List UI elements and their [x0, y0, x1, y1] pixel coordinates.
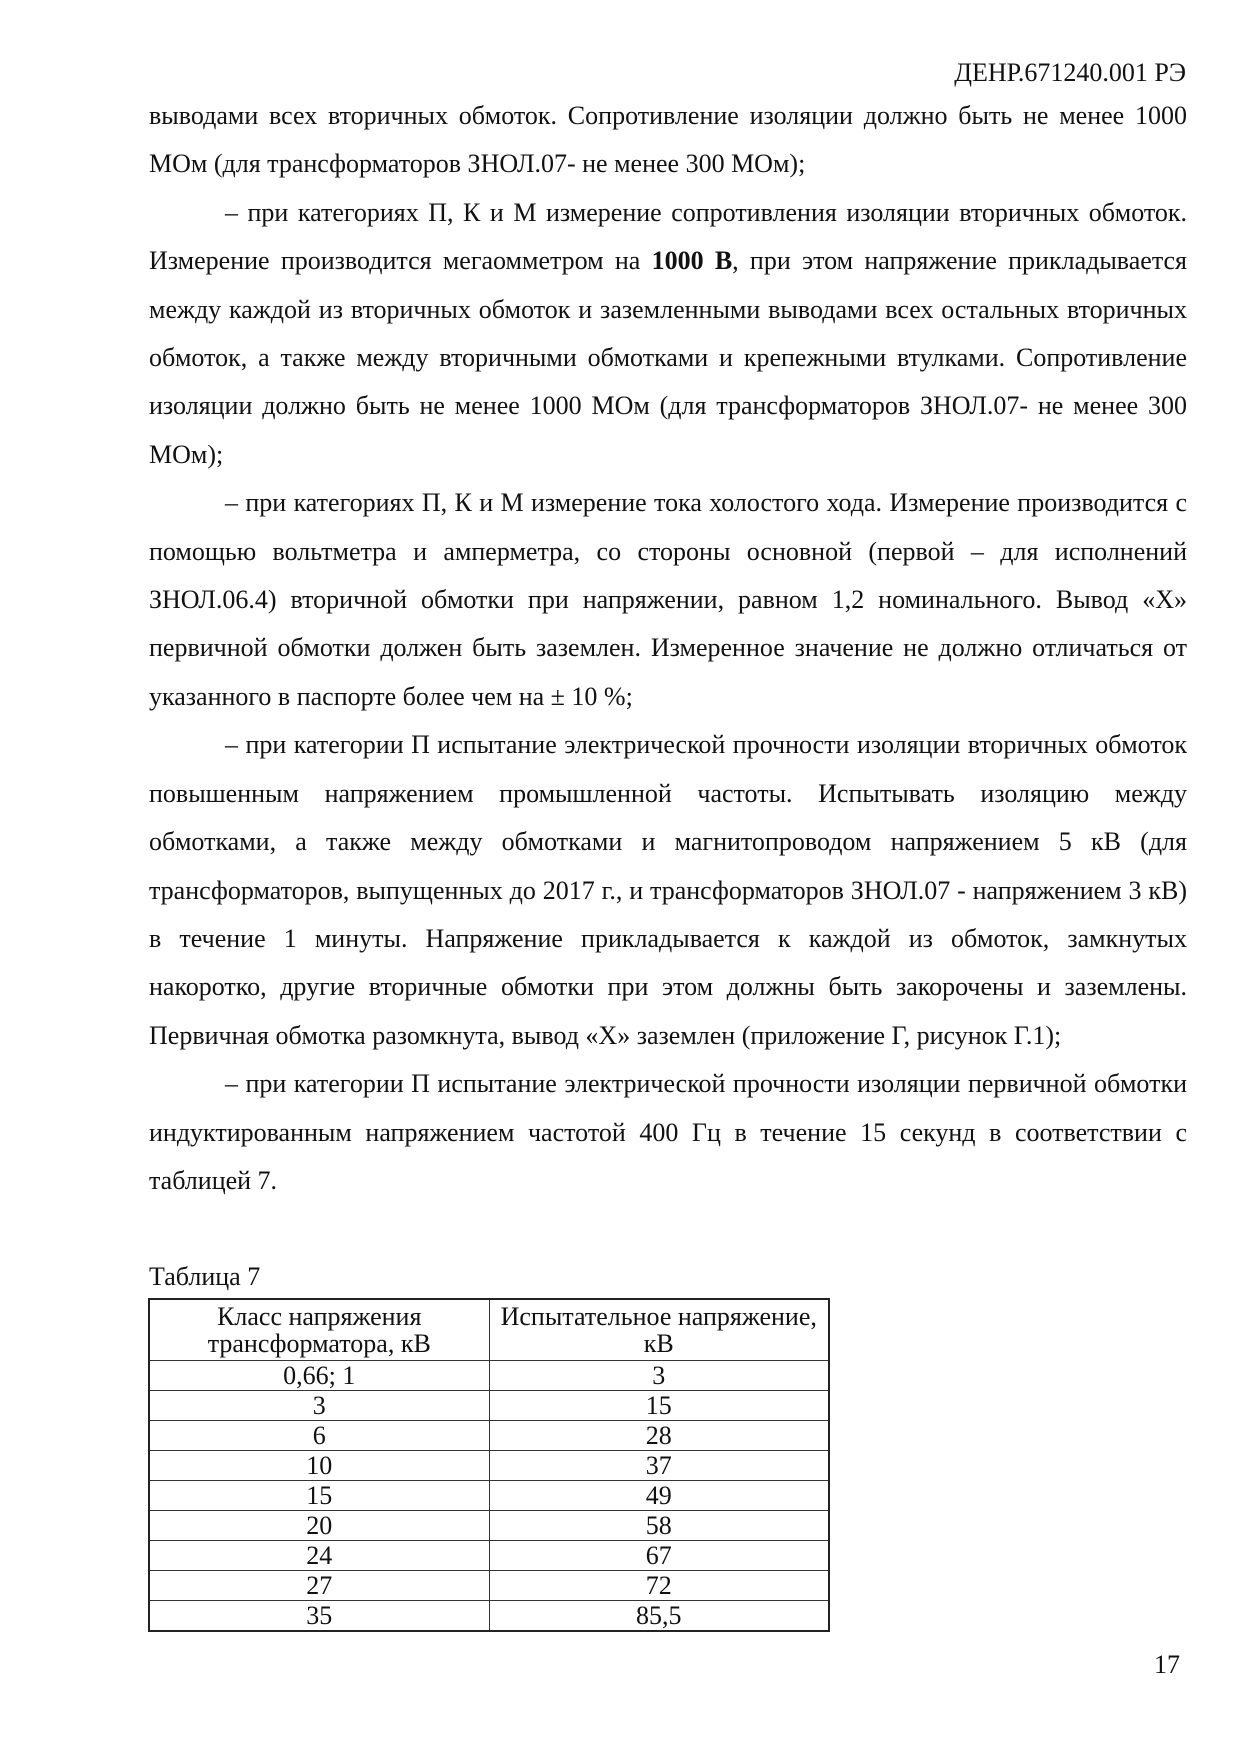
paragraph: [149, 92, 1187, 189]
table-row: [149, 1541, 829, 1571]
text-segment: – при категории П испытание электрической прочности изоляции вторичных обмоток повышенным напряжением промышленной частоты. Испытывать изоляцию между обмотками, а также между обмотками и магнитопроводом напряжением 5 кВ (для трансформаторов, выпущенных до 2017 г., и трансформаторов ЗНОЛ.07 - напряжением 3 кВ) в течение 1 минуты. Напряжение прикладывается к каждой из обмоток, замкнутых накоротко, другие вторичные обмотки при этом должны быть закорочены и заземлены. Первичная обмотка разомкнута, вывод «Х» заземлен (приложение Г, рисунок Г.1);: [149, 730, 1187, 1050]
document-code-header: ДЕНР.671240.001 РЭ: [954, 58, 1186, 87]
cell-test-voltage: 15: [489, 1391, 829, 1421]
body-text: [149, 92, 1187, 1205]
table-header-row: [149, 1299, 829, 1361]
bold-text: 1000 В: [651, 246, 733, 276]
paragraph: [149, 1060, 1187, 1205]
test-voltage-table: [148, 1298, 830, 1632]
cell-voltage-class: 27: [149, 1571, 489, 1601]
cell-test-voltage: 3: [489, 1361, 829, 1391]
cell-test-voltage: 37: [489, 1451, 829, 1481]
table-row: [149, 1361, 829, 1391]
header-voltage-class: Класс напряжения трансформатора, кВ: [149, 1299, 489, 1361]
header-test-voltage: Испытательное напряжение, кВ: [489, 1299, 829, 1361]
cell-test-voltage: 85,5: [489, 1601, 829, 1632]
paragraph: [149, 479, 1187, 721]
table-row: [149, 1391, 829, 1421]
table-row: [149, 1601, 829, 1632]
cell-test-voltage: 49: [489, 1481, 829, 1511]
text-segment: – при категории П испытание электрической прочности изоляции первичной обмотки индуктированным напряжением частотой 400 Гц в течение 15 секунд в соответствии с таблицей 7.: [149, 1069, 1187, 1195]
cell-voltage-class: 15: [149, 1481, 489, 1511]
text-segment: , при этом напряжение прикладывается между каждой из вторичных обмоток и заземленными выводами всех остальных вторичных обмоток, а также между вторичными обмотками и крепежными втулками. Сопротивление изоляции должно быть не менее 1000 МОм (для трансформаторов ЗНОЛ.07- не менее 300 МОм);: [149, 246, 1188, 469]
cell-voltage-class: 20: [149, 1511, 489, 1541]
table-caption: Таблица 7: [149, 1262, 261, 1291]
cell-voltage-class: 0,66; 1: [149, 1361, 489, 1391]
cell-test-voltage: 58: [489, 1511, 829, 1541]
cell-voltage-class: 35: [149, 1601, 489, 1632]
text-segment: – при категориях П, К и М измерение сопротивления изоляции вторичных обмоток. Измерение производится мегаомметром на: [149, 197, 1187, 276]
text-segment: – при категориях П, К и М измерение тока холостого хода. Измерение производится с помощью вольтметра и амперметра, со стороны основной (первой – для исполнений ЗНОЛ.06.4) вторичной обмотки при напряжении, равном 1,2 номинального. Вывод «Х» первичной обмотки должен быть заземлен. Измеренное значение не должно отличаться от указанного в паспорте более чем на ± 10 %;: [149, 488, 1187, 711]
cell-voltage-class: 10: [149, 1451, 489, 1481]
cell-voltage-class: 24: [149, 1541, 489, 1571]
table-row: [149, 1511, 829, 1541]
table-row: [149, 1571, 829, 1601]
cell-test-voltage: 67: [489, 1541, 829, 1571]
cell-test-voltage: 72: [489, 1571, 829, 1601]
paragraph: [149, 721, 1187, 1060]
cell-voltage-class: 6: [149, 1421, 489, 1451]
table-row: [149, 1451, 829, 1481]
cell-voltage-class: 3: [149, 1391, 489, 1421]
paragraph: [149, 189, 1187, 479]
page-number: 17: [1154, 1650, 1180, 1679]
cell-test-voltage: 28: [489, 1421, 829, 1451]
table-row: [149, 1481, 829, 1511]
table-row: [149, 1421, 829, 1451]
text-segment: выводами всех вторичных обмоток. Сопротивление изоляции должно быть не менее 1000 МОм (для трансформаторов ЗНОЛ.07- не менее 300 МОм);: [149, 101, 1187, 179]
